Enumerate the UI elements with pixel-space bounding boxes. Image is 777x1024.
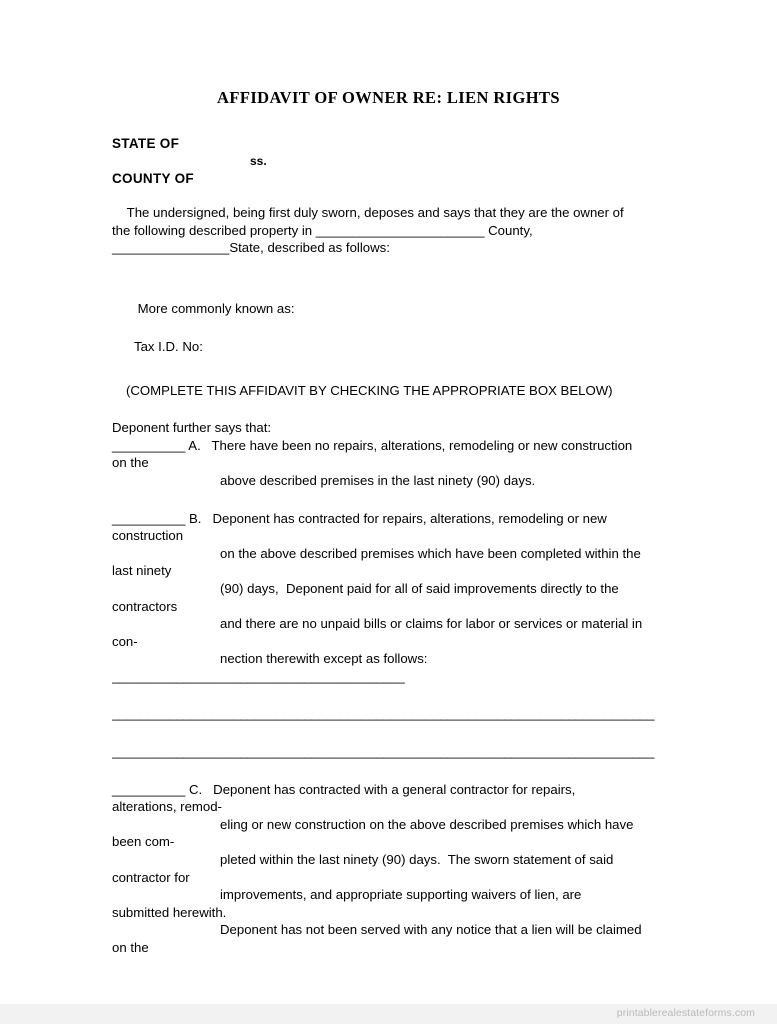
spacer-between-identifiers <box>112 318 677 338</box>
document-body <box>112 204 677 957</box>
spacer-before-common-name <box>112 283 677 301</box>
state-of-label: STATE OF <box>112 136 180 151</box>
option-b-line-3: on the above described premises which have been completed within the <box>220 545 641 561</box>
county-of-label: COUNTY OF <box>112 171 194 186</box>
option-c-line-6: contractor for <box>112 869 190 885</box>
spacer-between-rules-2 <box>112 723 677 743</box>
option-c-line-9: Deponent has not been served with any notice that a lien will be claimed <box>220 922 642 938</box>
option-b-line-8: con- <box>112 633 138 649</box>
option-a-line-3: above described premises in the last ninety (90) days. <box>220 472 536 488</box>
write-in-rule-1[interactable]: _________________________________________ <box>112 668 405 684</box>
common-name-label: More commonly known as: <box>134 301 295 317</box>
spacer-between-rules-1 <box>112 685 677 705</box>
intro-line-3: ________________State, described as follows: <box>112 240 390 256</box>
option-b-line-1[interactable]: __________ B. Deponent has contracted for repairs, alterations, remodeling or new <box>112 510 607 526</box>
option-b-line-5: (90) days, Deponent paid for all of said improvements directly to the <box>220 580 619 596</box>
option-b-line-7: and there are no unpaid bills or claims for labor or services or material in <box>220 616 643 632</box>
write-in-rule-3[interactable]: ____________________________________________________________________________ <box>112 744 655 760</box>
option-c-line-8: submitted herewith. <box>112 904 227 920</box>
spacer-before-deponent <box>112 399 677 419</box>
option-b-line-9: nection therewith except as follows: <box>220 651 428 667</box>
option-c-line-10: on the <box>112 940 149 955</box>
option-a-line-1[interactable]: __________ A. There have been no repairs, alterations, remodeling or new construction <box>112 437 633 453</box>
venue-block <box>112 135 672 188</box>
spacer-after-intro <box>112 257 677 283</box>
spacer-before-instruction <box>112 356 677 382</box>
option-a-line-2: on the <box>112 455 149 471</box>
option-c-line-5: pleted within the last ninety (90) days. The sworn statement of said <box>220 852 614 868</box>
write-in-rule-2[interactable]: ____________________________________________________________________________ <box>112 706 655 722</box>
option-c-line-3: eling or new construction on the above described premises which have <box>220 816 634 832</box>
spacer-before-option-c <box>112 761 677 781</box>
option-c-line-2: alterations, remod- <box>112 799 222 815</box>
spacer-before-option-b <box>112 490 677 510</box>
intro-line-2: the following described property in _______________________ County, <box>112 222 533 238</box>
deponent-intro-line: Deponent further says that: <box>112 420 272 436</box>
option-c-line-4: been com- <box>112 834 175 850</box>
option-b-line-6: contractors <box>112 598 178 614</box>
footer-watermark: printablerealestateforms.com <box>616 1007 755 1019</box>
option-b-line-2: construction <box>112 528 184 544</box>
instruction-line: (COMPLETE THIS AFFIDAVIT BY CHECKING THE APPROPRIATE BOX BELOW) <box>126 382 613 398</box>
page-title: AFFIDAVIT OF OWNER RE: LIEN RIGHTS <box>217 88 560 107</box>
intro-line-1: The undersigned, being first duly sworn, deposes and says that they are the owner of <box>112 205 624 220</box>
option-c-line-7: improvements, and appropriate supporting waivers of lien, are <box>220 887 582 903</box>
option-b-line-4: last ninety <box>112 563 172 579</box>
ss-label: ss. <box>250 153 267 168</box>
tax-id-label: Tax I.D. No: <box>134 338 203 354</box>
option-c-line-1[interactable]: __________ C. Deponent has contracted with a general contractor for repairs, <box>112 781 576 797</box>
